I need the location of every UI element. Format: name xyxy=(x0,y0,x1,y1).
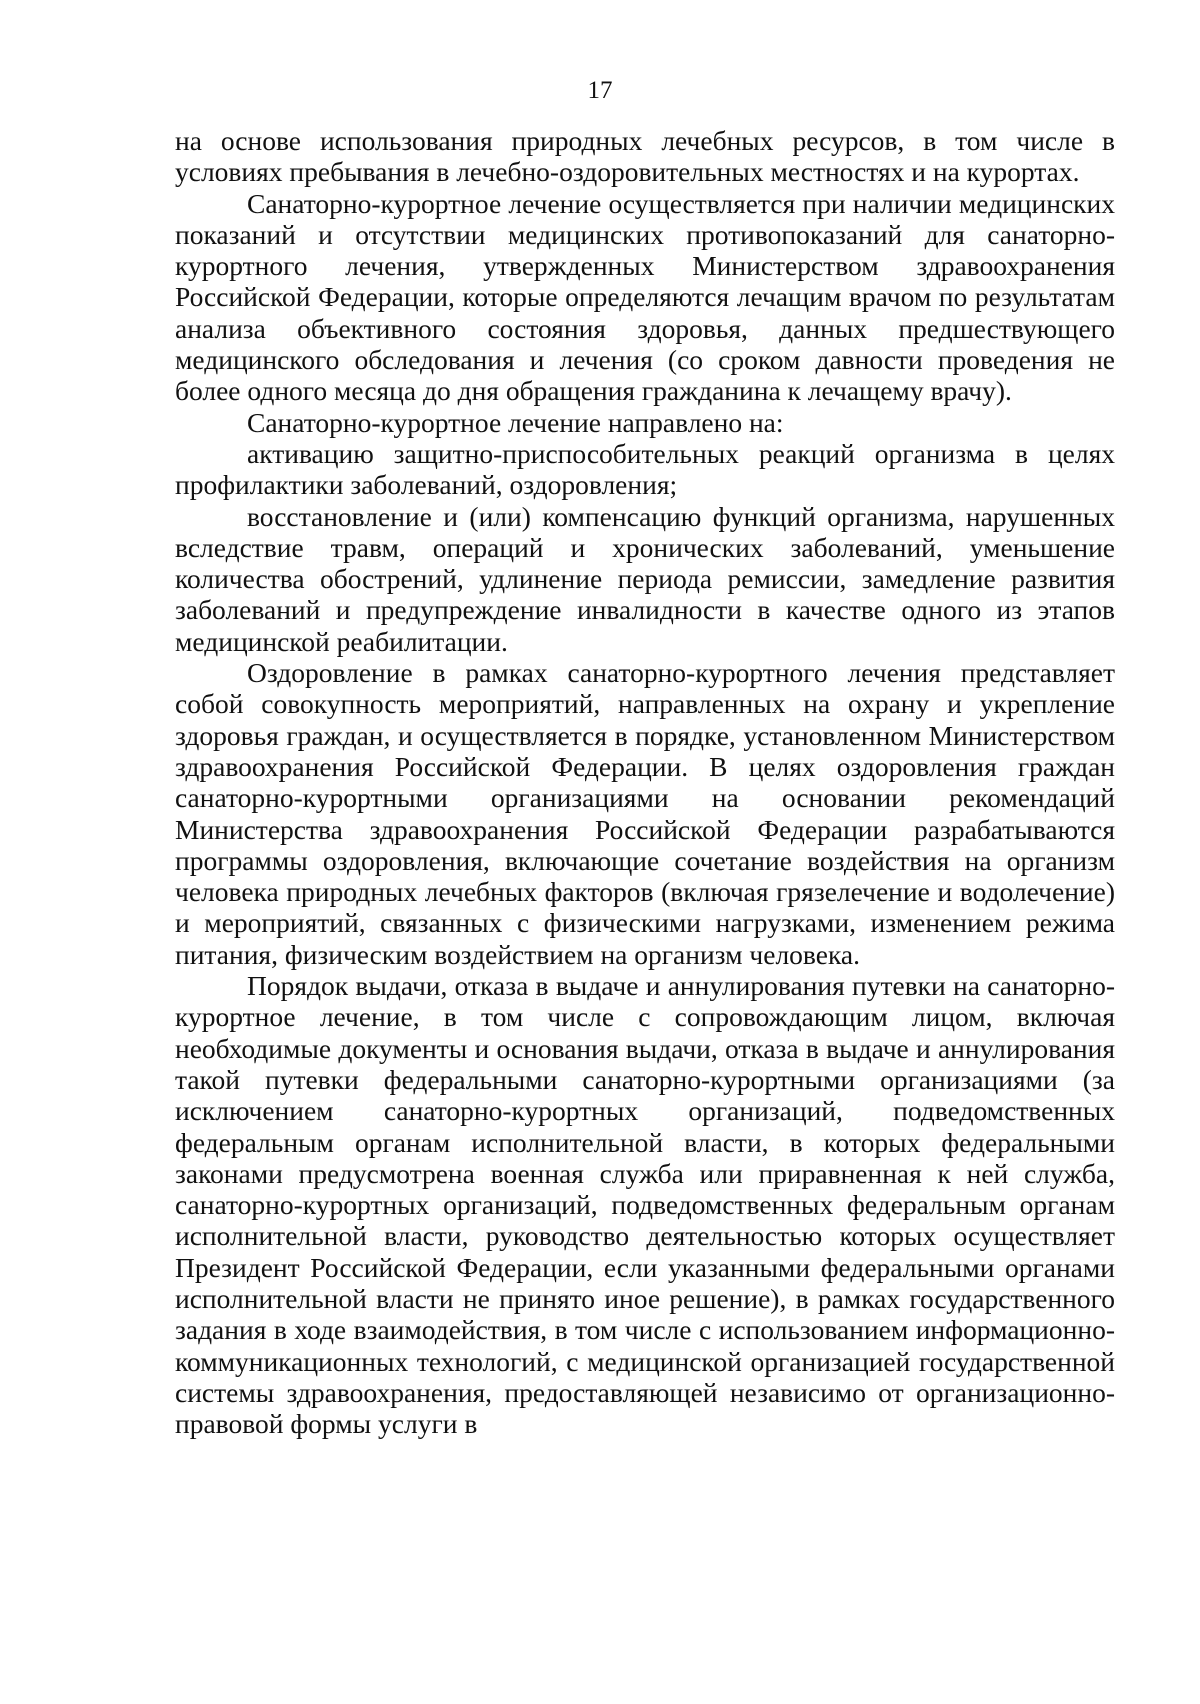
paragraph: Санаторно-курортное лечение осуществляется при наличии медицинских показаний и отсутствии медицинских противопоказаний для санаторно-курортного лечения, утвержденных Министерством здравоохранения Российской Федерации, которые определяются лечащим врачом по результатам анализа объективного состояния здоровья, данных предшествующего медицинского обследования и лечения (со сроком давности проведения не более одного месяца до дня обращения гражданина к лечащему врачу). xyxy=(175,187,1115,407)
list-item-paragraph: восстановление и (или) компенсацию функций организма, нарушенных вследствие травм, операций и хронических заболеваний, уменьшение количества обострений, удлинение периода ремиссии, замедление развития заболеваний и предупреждение инвалидности в качестве одного из этапов медицинской реабилитации. xyxy=(175,500,1115,657)
paragraph: Санаторно-курортное лечение направлено на: xyxy=(247,406,784,438)
page-number: 17 xyxy=(587,77,613,104)
document-body xyxy=(175,125,1115,1439)
paragraph: Порядок выдачи, отказа в выдаче и аннулирования путевки на санаторно-курортное лечение, в том числе с сопровождающим лицом, включая необходимые документы и основания выдачи, отказа в выдаче и аннулирования такой путевки федеральными санаторно-курортными организациями (за исключением санаторно-курортных организаций, подведомственных федеральным органам исполнительной власти, в которых федеральными законами предусмотрена военная служба или приравненная к ней служба, санаторно-курортных организаций, подведомственных федеральным органам исполнительной власти, руководство деятельностью которых осуществляет Президент Российской Федерации, если указанными федеральными органами исполнительной власти не принято иное решение), в рамках государственного задания в ходе взаимодействия, в том числе с использованием информационно-коммуникационных технологий, с медицинской организацией государственной системы здравоохранения, предоставляющей независимо от организационно-правовой формы услуги в xyxy=(175,970,1115,1440)
list-item-paragraph: активацию защитно-приспособительных реакций организма в целях профилактики заболеваний, оздоровления; xyxy=(175,437,1115,501)
paragraph-continuation: на основе использования природных лечебных ресурсов, в том числе в условиях пребывания в лечебно-оздоровительных местностях и на курортах. xyxy=(175,125,1115,188)
paragraph: Оздоровление в рамках санаторно-курортного лечения представляет собой совокупность мероприятий, направленных на охрану и укрепление здоровья граждан, и осуществляется в порядке, установленном Министерством здравоохранения Российской Федерации. В целях оздоровления граждан санаторно-курортными организациями на основании рекомендаций Министерства здравоохранения Российской Федерации разрабатываются программы оздоровления, включающие сочетание воздействия на организм человека природных лечебных факторов (включая грязелечение и водолечение) и мероприятий, связанных с физическими нагрузками, изменением режима питания, физическим воздействием на организм человека. xyxy=(175,657,1115,970)
